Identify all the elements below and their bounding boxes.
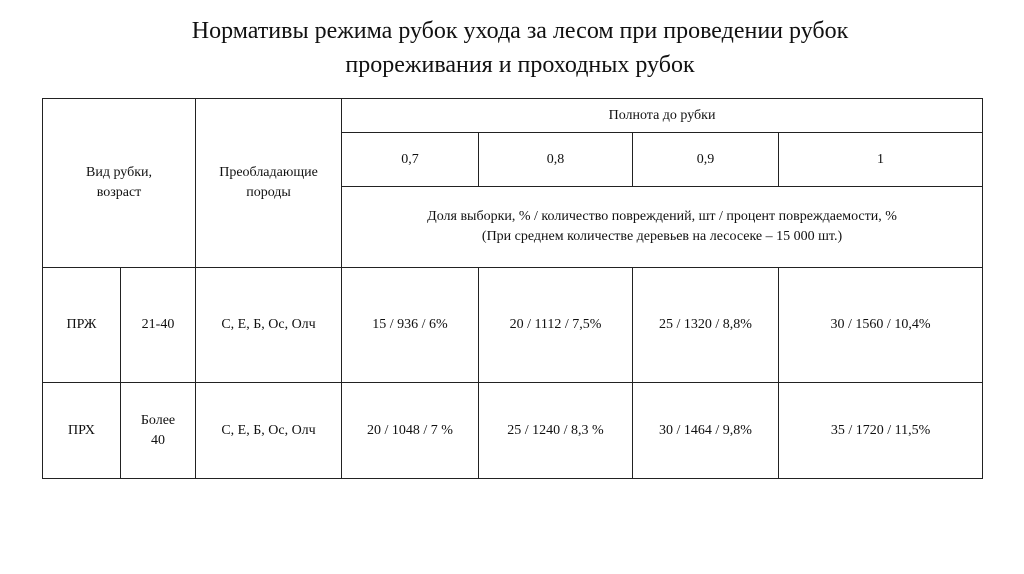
fullness-value-0-7: 0,7 — [342, 133, 479, 187]
value-cell: 20 / 1048 / 7 % — [342, 383, 479, 479]
header-share-line-2: (При среднем количестве деревьев на лесосеке – 15 000 шт.) — [481, 229, 843, 244]
species-cell: С, Е, Б, Ос, Олч — [196, 383, 342, 479]
header-cut-type-line-2: возраст — [96, 185, 142, 200]
cut-type-cell: ПРХ — [43, 383, 121, 479]
age-cell-line-1: Более — [140, 412, 176, 428]
value-cell: 35 / 1720 / 11,5% — [779, 383, 983, 479]
table-row — [43, 383, 983, 479]
page-title-line-1: Нормативы режима рубок ухода за лесом при проведении рубок — [191, 18, 849, 44]
value-cell: 20 / 1112 / 7,5% — [479, 268, 633, 383]
header-cut-type-line-1: Вид рубки, — [86, 165, 153, 180]
fullness-value-0-8: 0,8 — [479, 133, 633, 187]
value-cell: 25 / 1320 / 8,8% — [633, 268, 779, 383]
page-title — [0, 14, 1024, 82]
value-cell: 30 / 1560 / 10,4% — [779, 268, 983, 383]
header-species-line-1: Преобладающие — [219, 165, 318, 180]
fullness-value-0-9: 0,9 — [633, 133, 779, 187]
cut-type-cell: ПРЖ — [43, 268, 121, 383]
header-fullness: Полнота до рубки — [342, 99, 983, 133]
species-cell: С, Е, Б, Ос, Олч — [196, 268, 342, 383]
header-species — [196, 99, 342, 268]
age-cell — [121, 383, 196, 479]
header-cut-type — [43, 99, 196, 268]
age-cell-line-2: 40 — [151, 432, 165, 448]
value-cell: 25 / 1240 / 8,3 % — [479, 383, 633, 479]
fullness-value-1: 1 — [779, 133, 983, 187]
header-share-line-1: Доля выборки, % / количество повреждений, шт / процент повреждаемости, % — [427, 209, 897, 224]
header-share — [342, 187, 983, 268]
header-row-fullness — [43, 99, 983, 133]
table-row — [43, 268, 983, 383]
header-species-line-2: породы — [246, 185, 291, 200]
value-cell: 15 / 936 / 6% — [342, 268, 479, 383]
value-cell: 30 / 1464 / 9,8% — [633, 383, 779, 479]
age-cell: 21-40 — [121, 268, 196, 383]
page-title-line-2: прореживания и проходных рубок — [345, 52, 695, 78]
norms-table — [42, 98, 983, 479]
